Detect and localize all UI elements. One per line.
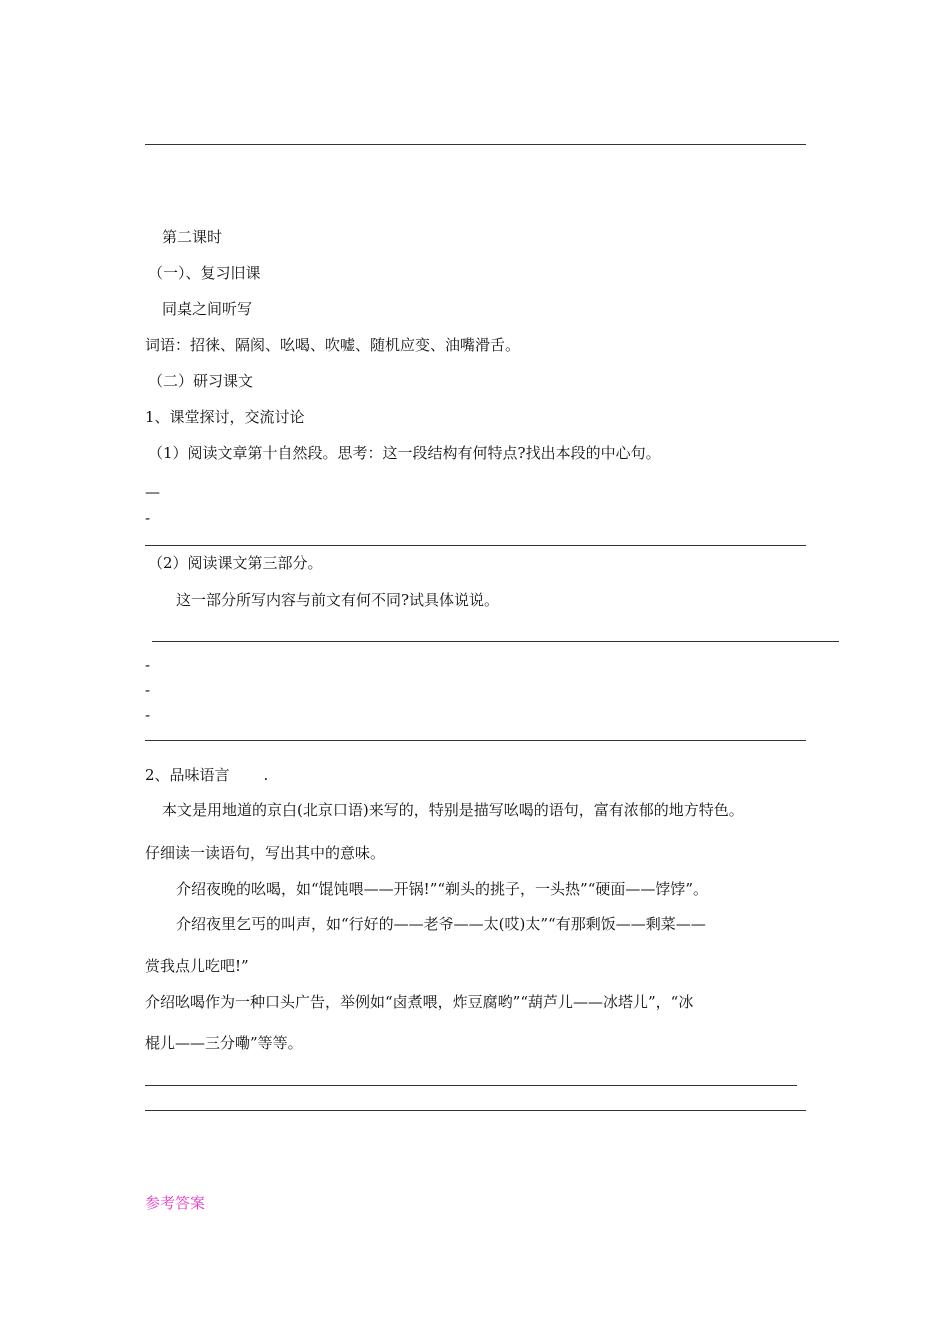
question-1: （1）阅读文章第十自然段。思考：这一段结构有何特点?找出本段的中心句。 (148, 444, 661, 462)
answer-blank-mark: - (145, 656, 151, 674)
example-beggar-calls-line-2: 赏我点儿吃吧!” (145, 957, 249, 975)
answer-line (145, 1110, 806, 1111)
dictation-instruction: 同桌之间听写 (162, 300, 253, 318)
top-answer-line (145, 144, 806, 145)
language-intro-line-2: 仔细读一读语句，写出其中的意味。 (145, 844, 386, 862)
answer-blank-mark: - (145, 706, 151, 724)
example-advertising-line-1: 介绍吆喝作为一种口头广告，举例如“卤煮喂，炸豆腐哟”“葫芦儿——冰塔儿”，“冰 (145, 993, 694, 1011)
vocabulary-list: 词语：招徕、隔阂、吆喝、吹嘘、随机应变、油嘴滑舌。 (145, 336, 521, 354)
question-2: （2）阅读课文第三部分。 (148, 554, 323, 572)
question-2-prompt: 这一部分所写内容与前文有何不同?试具体说说。 (176, 591, 500, 609)
study-heading: （二）研习课文 (148, 372, 254, 390)
language-heading-dot: . (263, 766, 269, 784)
answer-line (145, 1085, 797, 1086)
answer-blank-mark: - (145, 681, 151, 699)
answer-blank-mark: - (145, 509, 151, 527)
language-heading (145, 765, 268, 785)
answer-blank-mark: — (145, 483, 160, 501)
answer-section-title: 参考答案 (145, 1194, 206, 1212)
answer-line (145, 545, 806, 546)
language-heading-text: 2、品味语言 (145, 766, 230, 784)
example-evening-calls: 介绍夜晚的吆喝，如“馄饨喂——开锅!”“剃头的挑子，一头热”“硬面——饽饽”。 (176, 880, 709, 898)
language-intro-line-1: 本文是用地道的京白(北京口语)来写的，特别是描写吆喝的语句，富有浓郁的地方特色。 (162, 801, 744, 819)
example-advertising-line-2: 棍儿——三分嘞”等等。 (145, 1034, 303, 1052)
discussion-heading: 1、课堂探讨，交流讨论 (145, 408, 305, 426)
answer-line (145, 740, 806, 741)
period-title: 第二课时 (162, 228, 223, 246)
example-beggar-calls-line-1: 介绍夜里乞丐的叫声，如“行好的——老爷——太(哎)太”“有那剩饭——剩菜—— (176, 915, 706, 933)
review-heading: （一）、复习旧课 (148, 264, 261, 282)
answer-line (152, 641, 839, 642)
